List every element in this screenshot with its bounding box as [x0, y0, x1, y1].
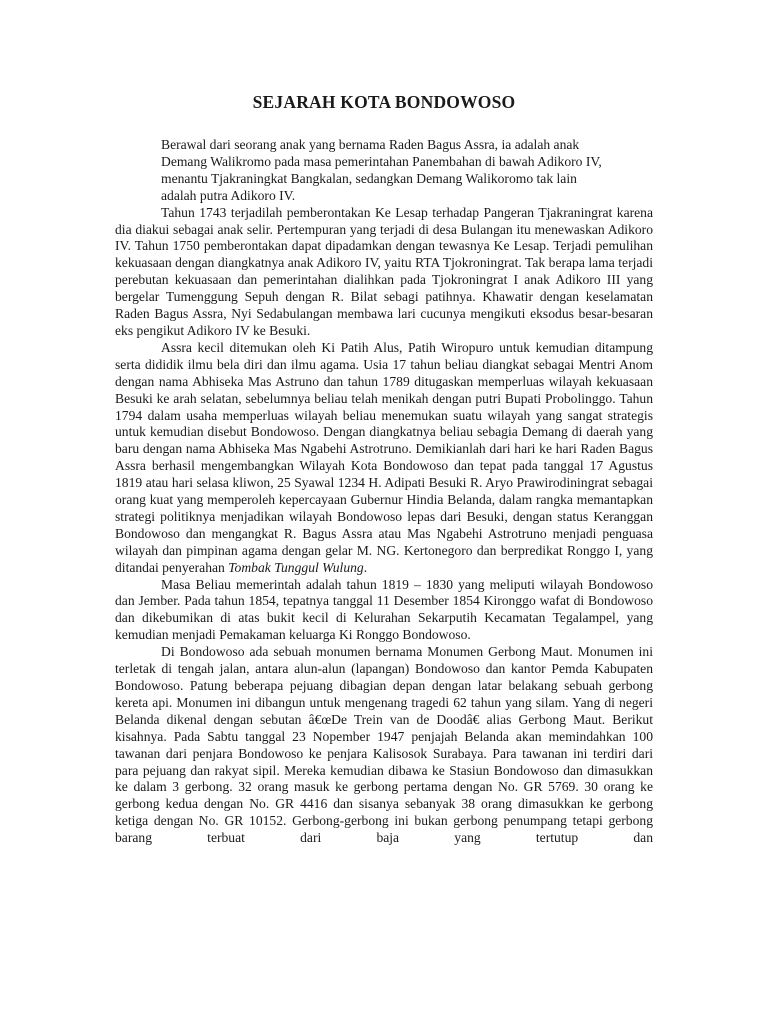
intro-line: Berawal dari seorang anak yang bernama Raden Bagus Assra, ia adalah anak	[161, 137, 580, 152]
paragraph-monument: Di Bondowoso ada sebuah monumen bernama Monumen Gerbong Maut. Monumen ini terletak di tengah jalan, antara alun-alun (lapangan) Bondowoso dan kantor Pemda Kabupaten Bondowoso. Patung beberapa pejuang dibagian depan dengan latar belakang sebuah gerbong kereta api. Monumen ini dibangun untuk mengenang tragedi 62 tahun yang silam. Yang di negeri Belanda dikenal dengan sebutan â€œDe Trein van de Doodâ€ alias Gerbong Maut. Berikut kisahnya. Pada Sabtu tanggal 23 Nopember 1947 penjajah Belanda akan memindahkan 100 tawanan dari penjara Bondowoso ke penjara Kalisosok Surabaya. Para tawanan ini terdiri dari para pejuang dan rakyat sipil. Mereka kemudian dibawa ke Stasiun Bondowoso dan dimasukkan ke dalam 3 gerbong. 32 orang masuk ke gerbong pertama dengan No. GR 5769. 30 orang ke gerbong kedua dengan No. GR 4416 dan sisanya sebanyak 38 orang dimasukkan ke gerbong ketiga dengan No. GR 10152. Gerbong-gerbong ini bukan gerbong penumpang tetapi gerbong barang terbuat dari baja yang tertutup dan	[115, 644, 653, 846]
intro-line: adalah putra Adikoro IV.	[161, 187, 296, 203]
paragraph-intro	[115, 137, 653, 205]
paragraph-1743-rebellion: Tahun 1743 terjadilah pemberontakan Ke Lesap terhadap Pangeran Tjakraningrat karena dia diakui sebagai anak selir. Pertempuran yang terjadi di desa Bulangan itu menewaskan Adikoro IV. Tahun 1750 pemberontakan dapat dipadamkan dengan tewasnya Ke Lesap. Terjadi pemulihan kekuasaan dengan diangkatnya anak Adikoro IV, yaitu RTA Tjokroningrat. Tak berapa lama terjadi perebutan kekuasaan dan pemerintahan dialihkan pada Tjokroningrat I anak Adikoro III yang bergelar Tumenggung Sepuh dengan R. Bilat sebagi patihnya. Khawatir dengan keselamatan Raden Bagus Assra, Nyi Sedabulangan membawa lari cucunya mengikuti eksodus besar-besaran eks pengikut Adikoro IV ke Besuki.	[115, 204, 653, 338]
page-title: SEJARAH KOTA BONDOWOSO	[252, 92, 516, 112]
punctuation: .	[363, 559, 368, 575]
paragraph-text: Assra kecil ditemukan oleh Ki Patih Alus, Patih Wiropuro untuk kemudian ditampung serta dididik ilmu bela diri dan ilmu agama. Usia 17 tahun beliau diangkat sebagai Mentri Anom dengan nama Abhiseka Mas Astruno dan tahun 1789 ditugaskan memperluas wilayah kekuasaan Besuki ke arah selatan, sebelumnya beliau telah menikah dengan putri Bupati Probolinggo. Tahun 1794 dalam usaha memperluas wilayah beliau menemukan suatu wilayah yang sangat strategis untuk kemudian disebut Bondowoso. Dengan diangkatnya beliau sebagia Demang di daerah yang baru dengan nama Abhiseka Mas Ngabehi Astrotruno. Demikianlah dari hari ke hari Raden Bagus Assra berhasil mengembangkan Wilayah Kota Bondowoso dan tepat pada tanggal 17 Agustus 1819 atau hari selasa kliwon, 25 Syawal 1234 H. Adipati Besuki R. Aryo Prawirodiningrat sebagai orang kuat yang memperoleh kepercayaan Gubernur Hindia Belanda, dalam rangka memantapkan strategi politiknya menjadikan wilayah Bondowoso lepas dari Besuki, dengan status Keranggan Bondowoso dan mengangkat R. Bagus Assra atau Mas Ngabehi Astrotruno menjadi penguasa wilayah dan pimpinan agama dengan gelar M. NG. Kertonegoro dan berpredikat Ronggo I, yang ditandai penyerahan	[115, 339, 653, 575]
intro-line: Demang Walikromo pada masa pemerintahan Panembahan di bawah Adikoro IV,	[161, 153, 602, 169]
paragraph-assra-youth	[115, 340, 653, 577]
italic-term: Tombak Tunggul Wulung	[228, 559, 364, 575]
document-body	[115, 137, 653, 847]
paragraph-reign: Masa Beliau memerintah adalah tahun 1819 – 1830 yang meliputi wilayah Bondowoso dan Jember. Pada tahun 1854, tepatnya tanggal 11 Desember 1854 Kironggo wafat di Bondowoso dan dikebumikan di atas bukit kecil di Kelurahan Sekarputih Kecamatan Tegalampel, yang kemudian menjadi Pemakaman keluarga Ki Ronggo Bondowoso.	[115, 576, 653, 643]
intro-line: menantu Tjakraningkat Bangkalan, sedangkan Demang Walikoromo tak lain	[161, 170, 577, 186]
